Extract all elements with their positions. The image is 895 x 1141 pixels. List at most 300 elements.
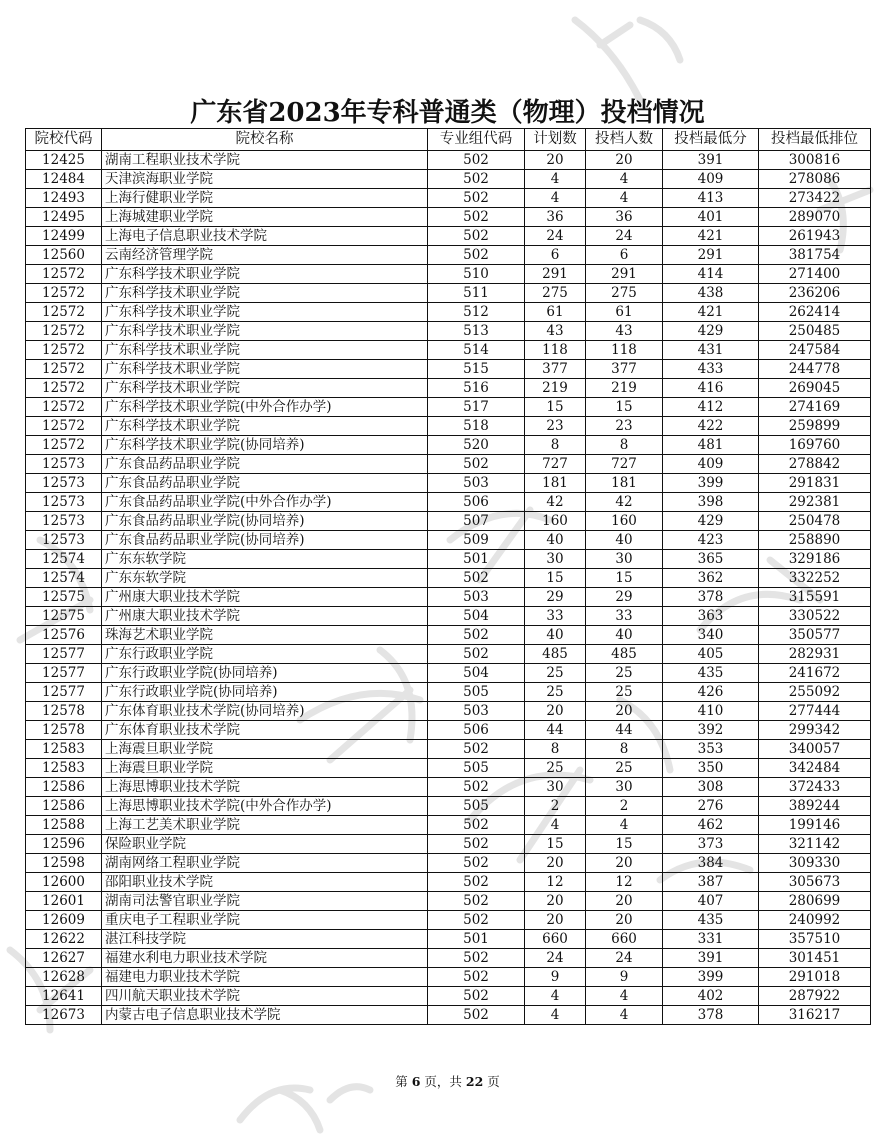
cell-plan-count: 25 <box>525 664 586 683</box>
cell-min-score: 353 <box>663 740 759 759</box>
cell-school-name: 广东行政职业学院 <box>102 645 428 664</box>
cell-plan-count: 219 <box>525 379 586 398</box>
cell-school-name: 福建电力职业技术学院 <box>102 968 428 987</box>
cell-school-code: 12572 <box>26 322 102 341</box>
cell-plan-count: 25 <box>525 759 586 778</box>
cell-group-code: 502 <box>428 835 525 854</box>
cell-school-code: 12577 <box>26 683 102 702</box>
cell-plan-count: 20 <box>525 892 586 911</box>
cell-plan-count: 485 <box>525 645 586 664</box>
cell-plan-count: 40 <box>525 626 586 645</box>
cell-min-score: 391 <box>663 949 759 968</box>
cell-min-rank: 199146 <box>759 816 871 835</box>
cell-min-rank: 241672 <box>759 664 871 683</box>
cell-school-name: 邵阳职业技术学院 <box>102 873 428 892</box>
cell-min-rank: 342484 <box>759 759 871 778</box>
cell-school-code: 12586 <box>26 778 102 797</box>
cell-plan-count: 4 <box>525 189 586 208</box>
cell-min-score: 378 <box>663 588 759 607</box>
cell-group-code: 502 <box>428 816 525 835</box>
cell-school-code: 12641 <box>26 987 102 1006</box>
cell-group-code: 505 <box>428 683 525 702</box>
cell-school-name: 上海震旦职业学院 <box>102 740 428 759</box>
cell-group-code: 513 <box>428 322 525 341</box>
cell-school-code: 12673 <box>26 1006 102 1025</box>
cell-group-code: 516 <box>428 379 525 398</box>
cell-min-score: 365 <box>663 550 759 569</box>
cell-group-code: 502 <box>428 740 525 759</box>
cell-admitted-count: 2 <box>586 797 663 816</box>
cell-group-code: 509 <box>428 531 525 550</box>
footer-prefix: 第 <box>395 1074 408 1089</box>
cell-min-rank: 301451 <box>759 949 871 968</box>
cell-min-score: 412 <box>663 398 759 417</box>
cell-plan-count: 20 <box>525 911 586 930</box>
cell-min-rank: 250478 <box>759 512 871 531</box>
cell-min-score: 416 <box>663 379 759 398</box>
cell-group-code: 502 <box>428 227 525 246</box>
cell-plan-count: 4 <box>525 1006 586 1025</box>
cell-admitted-count: 25 <box>586 759 663 778</box>
cell-admitted-count: 24 <box>586 949 663 968</box>
cell-min-rank: 389244 <box>759 797 871 816</box>
cell-min-rank: 169760 <box>759 436 871 455</box>
cell-plan-count: 20 <box>525 702 586 721</box>
cell-school-name: 上海震旦职业学院 <box>102 759 428 778</box>
cell-group-code: 501 <box>428 930 525 949</box>
cell-school-code: 12573 <box>26 493 102 512</box>
cell-school-name: 保险职业学院 <box>102 835 428 854</box>
cell-school-name: 广东科学技术职业学院 <box>102 322 428 341</box>
cell-min-score: 405 <box>663 645 759 664</box>
cell-school-code: 12572 <box>26 341 102 360</box>
table-row <box>26 208 871 227</box>
cell-plan-count: 25 <box>525 683 586 702</box>
column-header-min-rank: 投档最低排位 <box>759 129 871 151</box>
cell-min-rank: 287922 <box>759 987 871 1006</box>
cell-plan-count: 9 <box>525 968 586 987</box>
table-row <box>26 398 871 417</box>
table-row <box>26 607 871 626</box>
cell-admitted-count: 44 <box>586 721 663 740</box>
table-header-row <box>26 129 871 151</box>
cell-plan-count: 33 <box>525 607 586 626</box>
cell-min-score: 387 <box>663 873 759 892</box>
cell-group-code: 504 <box>428 664 525 683</box>
cell-min-rank: 244778 <box>759 360 871 379</box>
cell-min-rank: 300816 <box>759 151 871 170</box>
table-row <box>26 436 871 455</box>
cell-plan-count: 377 <box>525 360 586 379</box>
cell-min-rank: 291831 <box>759 474 871 493</box>
table-row <box>26 512 871 531</box>
cell-group-code: 502 <box>428 873 525 892</box>
cell-min-rank: 329186 <box>759 550 871 569</box>
table-row <box>26 626 871 645</box>
cell-school-name: 云南经济管理学院 <box>102 246 428 265</box>
cell-school-code: 12575 <box>26 588 102 607</box>
cell-school-name: 湖南网络工程职业学院 <box>102 854 428 873</box>
cell-school-code: 12572 <box>26 398 102 417</box>
table-row <box>26 360 871 379</box>
table-row <box>26 303 871 322</box>
cell-min-score: 399 <box>663 474 759 493</box>
table-row <box>26 968 871 987</box>
footer-middle: 页，共 <box>424 1074 462 1089</box>
cell-group-code: 503 <box>428 474 525 493</box>
cell-school-name: 湛江科技学院 <box>102 930 428 949</box>
cell-plan-count: 44 <box>525 721 586 740</box>
cell-group-code: 506 <box>428 721 525 740</box>
cell-school-name: 广州康大职业技术学院 <box>102 607 428 626</box>
table-row <box>26 322 871 341</box>
cell-school-code: 12574 <box>26 569 102 588</box>
cell-plan-count: 4 <box>525 987 586 1006</box>
column-header-school-code: 院校代码 <box>26 129 102 151</box>
cell-group-code: 503 <box>428 702 525 721</box>
cell-school-name: 上海城建职业学院 <box>102 208 428 227</box>
cell-group-code: 502 <box>428 455 525 474</box>
cell-school-code: 12627 <box>26 949 102 968</box>
cell-min-rank: 291018 <box>759 968 871 987</box>
cell-min-score: 421 <box>663 303 759 322</box>
cell-min-score: 481 <box>663 436 759 455</box>
cell-plan-count: 15 <box>525 569 586 588</box>
footer-total-pages: 22 <box>465 1074 484 1089</box>
cell-school-code: 12578 <box>26 721 102 740</box>
cell-min-score: 431 <box>663 341 759 360</box>
cell-min-rank: 259899 <box>759 417 871 436</box>
admission-table <box>25 128 871 1025</box>
cell-min-score: 409 <box>663 455 759 474</box>
table-row <box>26 740 871 759</box>
cell-school-name: 广东科学技术职业学院 <box>102 379 428 398</box>
cell-group-code: 502 <box>428 892 525 911</box>
cell-group-code: 512 <box>428 303 525 322</box>
cell-admitted-count: 160 <box>586 512 663 531</box>
table-row <box>26 341 871 360</box>
cell-group-code: 514 <box>428 341 525 360</box>
cell-admitted-count: 20 <box>586 911 663 930</box>
cell-school-code: 12560 <box>26 246 102 265</box>
cell-min-rank: 381754 <box>759 246 871 265</box>
cell-min-rank: 316217 <box>759 1006 871 1025</box>
cell-admitted-count: 9 <box>586 968 663 987</box>
cell-school-code: 12573 <box>26 531 102 550</box>
table-row <box>26 683 871 702</box>
table-row <box>26 816 871 835</box>
cell-plan-count: 660 <box>525 930 586 949</box>
cell-admitted-count: 20 <box>586 892 663 911</box>
cell-group-code: 507 <box>428 512 525 531</box>
cell-school-code: 12425 <box>26 151 102 170</box>
cell-plan-count: 61 <box>525 303 586 322</box>
cell-group-code: 502 <box>428 626 525 645</box>
cell-school-name: 广东食品药品职业学院 <box>102 474 428 493</box>
cell-admitted-count: 23 <box>586 417 663 436</box>
cell-group-code: 503 <box>428 588 525 607</box>
table-row <box>26 151 871 170</box>
cell-min-score: 438 <box>663 284 759 303</box>
cell-school-name: 广东行政职业学院(协同培养) <box>102 664 428 683</box>
cell-plan-count: 20 <box>525 854 586 873</box>
cell-min-rank: 261943 <box>759 227 871 246</box>
cell-plan-count: 291 <box>525 265 586 284</box>
cell-admitted-count: 4 <box>586 1006 663 1025</box>
cell-plan-count: 42 <box>525 493 586 512</box>
cell-admitted-count: 6 <box>586 246 663 265</box>
cell-plan-count: 15 <box>525 835 586 854</box>
cell-min-rank: 278086 <box>759 170 871 189</box>
cell-min-rank: 258890 <box>759 531 871 550</box>
cell-school-code: 12495 <box>26 208 102 227</box>
cell-plan-count: 275 <box>525 284 586 303</box>
cell-school-code: 12609 <box>26 911 102 930</box>
cell-min-rank: 372433 <box>759 778 871 797</box>
cell-school-name: 湖南司法警官职业学院 <box>102 892 428 911</box>
cell-min-rank: 357510 <box>759 930 871 949</box>
cell-min-rank: 269045 <box>759 379 871 398</box>
cell-school-name: 广东食品药品职业学院(中外合作办学) <box>102 493 428 512</box>
cell-school-name: 广州康大职业技术学院 <box>102 588 428 607</box>
cell-admitted-count: 4 <box>586 189 663 208</box>
cell-school-code: 12586 <box>26 797 102 816</box>
cell-admitted-count: 40 <box>586 531 663 550</box>
cell-school-name: 广东科学技术职业学院 <box>102 265 428 284</box>
cell-min-score: 435 <box>663 911 759 930</box>
cell-school-code: 12572 <box>26 417 102 436</box>
cell-group-code: 502 <box>428 569 525 588</box>
cell-school-code: 12600 <box>26 873 102 892</box>
table-row <box>26 835 871 854</box>
cell-min-rank: 262414 <box>759 303 871 322</box>
cell-group-code: 502 <box>428 208 525 227</box>
cell-group-code: 502 <box>428 189 525 208</box>
footer-page-number: 6 <box>411 1074 421 1089</box>
table-row <box>26 170 871 189</box>
cell-school-name: 广东体育职业技术学院 <box>102 721 428 740</box>
cell-group-code: 517 <box>428 398 525 417</box>
cell-plan-count: 23 <box>525 417 586 436</box>
cell-min-score: 392 <box>663 721 759 740</box>
cell-group-code: 502 <box>428 170 525 189</box>
cell-min-score: 429 <box>663 512 759 531</box>
cell-school-code: 12622 <box>26 930 102 949</box>
cell-min-rank: 278842 <box>759 455 871 474</box>
cell-school-name: 重庆电子工程职业学院 <box>102 911 428 930</box>
cell-school-name: 上海电子信息职业技术学院 <box>102 227 428 246</box>
cell-group-code: 502 <box>428 151 525 170</box>
cell-min-rank: 247584 <box>759 341 871 360</box>
table-row <box>26 189 871 208</box>
cell-min-score: 340 <box>663 626 759 645</box>
cell-min-score: 414 <box>663 265 759 284</box>
cell-group-code: 510 <box>428 265 525 284</box>
cell-group-code: 506 <box>428 493 525 512</box>
table-row <box>26 702 871 721</box>
cell-school-code: 12577 <box>26 664 102 683</box>
cell-min-score: 399 <box>663 968 759 987</box>
table-row <box>26 930 871 949</box>
cell-min-score: 401 <box>663 208 759 227</box>
cell-school-name: 广东东软学院 <box>102 550 428 569</box>
cell-school-name: 上海思博职业技术学院 <box>102 778 428 797</box>
cell-admitted-count: 29 <box>586 588 663 607</box>
table-row <box>26 987 871 1006</box>
cell-school-code: 12596 <box>26 835 102 854</box>
cell-plan-count: 43 <box>525 322 586 341</box>
table-row <box>26 550 871 569</box>
cell-school-name: 上海工艺美术职业学院 <box>102 816 428 835</box>
cell-min-rank: 280699 <box>759 892 871 911</box>
cell-admitted-count: 8 <box>586 740 663 759</box>
cell-min-rank: 255092 <box>759 683 871 702</box>
table-row <box>26 569 871 588</box>
cell-school-code: 12572 <box>26 265 102 284</box>
cell-admitted-count: 30 <box>586 550 663 569</box>
cell-school-name: 天津滨海职业学院 <box>102 170 428 189</box>
cell-admitted-count: 20 <box>586 854 663 873</box>
cell-group-code: 518 <box>428 417 525 436</box>
cell-school-name: 广东科学技术职业学院(中外合作办学) <box>102 398 428 417</box>
cell-min-score: 429 <box>663 322 759 341</box>
cell-plan-count: 727 <box>525 455 586 474</box>
table-row <box>26 227 871 246</box>
table-row <box>26 949 871 968</box>
cell-school-name: 广东科学技术职业学院 <box>102 341 428 360</box>
table-row <box>26 664 871 683</box>
table-row <box>26 379 871 398</box>
table-row <box>26 911 871 930</box>
cell-min-rank: 282931 <box>759 645 871 664</box>
table-row <box>26 417 871 436</box>
cell-min-rank: 292381 <box>759 493 871 512</box>
cell-group-code: 502 <box>428 246 525 265</box>
cell-school-code: 12577 <box>26 645 102 664</box>
cell-min-rank: 309330 <box>759 854 871 873</box>
cell-min-score: 422 <box>663 417 759 436</box>
cell-min-rank: 315591 <box>759 588 871 607</box>
cell-plan-count: 29 <box>525 588 586 607</box>
cell-school-code: 12572 <box>26 436 102 455</box>
cell-min-rank: 240992 <box>759 911 871 930</box>
table-row <box>26 721 871 740</box>
cell-admitted-count: 660 <box>586 930 663 949</box>
cell-admitted-count: 377 <box>586 360 663 379</box>
cell-plan-count: 8 <box>525 740 586 759</box>
cell-school-name: 四川航天职业技术学院 <box>102 987 428 1006</box>
cell-admitted-count: 30 <box>586 778 663 797</box>
cell-plan-count: 12 <box>525 873 586 892</box>
cell-min-score: 423 <box>663 531 759 550</box>
cell-school-code: 12572 <box>26 360 102 379</box>
footer-suffix: 页 <box>487 1074 500 1089</box>
cell-plan-count: 36 <box>525 208 586 227</box>
table-row <box>26 531 871 550</box>
cell-group-code: 502 <box>428 911 525 930</box>
cell-school-code: 12574 <box>26 550 102 569</box>
cell-admitted-count: 15 <box>586 569 663 588</box>
cell-plan-count: 181 <box>525 474 586 493</box>
cell-admitted-count: 36 <box>586 208 663 227</box>
cell-school-code: 12573 <box>26 455 102 474</box>
cell-plan-count: 4 <box>525 816 586 835</box>
cell-admitted-count: 33 <box>586 607 663 626</box>
cell-min-score: 363 <box>663 607 759 626</box>
cell-admitted-count: 20 <box>586 702 663 721</box>
column-header-plan-count: 计划数 <box>525 129 586 151</box>
cell-school-name: 珠海艺术职业学院 <box>102 626 428 645</box>
cell-min-score: 433 <box>663 360 759 379</box>
cell-school-name: 广东食品药品职业学院(协同培养) <box>102 512 428 531</box>
column-header-school-name: 院校名称 <box>102 129 428 151</box>
cell-min-rank: 299342 <box>759 721 871 740</box>
cell-admitted-count: 25 <box>586 683 663 702</box>
cell-admitted-count: 43 <box>586 322 663 341</box>
cell-group-code: 505 <box>428 759 525 778</box>
table-row <box>26 854 871 873</box>
cell-min-rank: 250485 <box>759 322 871 341</box>
cell-school-name: 广东科学技术职业学院 <box>102 360 428 379</box>
cell-admitted-count: 42 <box>586 493 663 512</box>
cell-group-code: 502 <box>428 645 525 664</box>
cell-admitted-count: 12 <box>586 873 663 892</box>
cell-group-code: 502 <box>428 778 525 797</box>
cell-school-code: 12601 <box>26 892 102 911</box>
cell-plan-count: 30 <box>525 550 586 569</box>
cell-school-name: 上海思博职业技术学院(中外合作办学) <box>102 797 428 816</box>
cell-admitted-count: 727 <box>586 455 663 474</box>
page-title: 广东省2023年专科普通类（物理）投档情况 <box>190 98 705 128</box>
cell-min-score: 350 <box>663 759 759 778</box>
table-row <box>26 588 871 607</box>
cell-admitted-count: 4 <box>586 987 663 1006</box>
cell-min-rank: 332252 <box>759 569 871 588</box>
cell-min-score: 462 <box>663 816 759 835</box>
table-row <box>26 474 871 493</box>
cell-admitted-count: 4 <box>586 170 663 189</box>
cell-min-score: 435 <box>663 664 759 683</box>
cell-min-score: 331 <box>663 930 759 949</box>
cell-min-score: 407 <box>663 892 759 911</box>
cell-min-score: 384 <box>663 854 759 873</box>
cell-school-code: 12583 <box>26 759 102 778</box>
cell-school-name: 广东东软学院 <box>102 569 428 588</box>
cell-school-name: 湖南工程职业技术学院 <box>102 151 428 170</box>
cell-min-rank: 271400 <box>759 265 871 284</box>
cell-school-code: 12572 <box>26 284 102 303</box>
cell-min-score: 413 <box>663 189 759 208</box>
cell-admitted-count: 181 <box>586 474 663 493</box>
table-row <box>26 645 871 664</box>
cell-plan-count: 20 <box>525 151 586 170</box>
cell-school-code: 12572 <box>26 379 102 398</box>
cell-school-code: 12576 <box>26 626 102 645</box>
cell-admitted-count: 61 <box>586 303 663 322</box>
table-row <box>26 493 871 512</box>
cell-group-code: 504 <box>428 607 525 626</box>
table-row <box>26 1006 871 1025</box>
cell-school-name: 广东科学技术职业学院(协同培养) <box>102 436 428 455</box>
cell-plan-count: 160 <box>525 512 586 531</box>
cell-group-code: 502 <box>428 968 525 987</box>
cell-plan-count: 30 <box>525 778 586 797</box>
cell-admitted-count: 4 <box>586 816 663 835</box>
cell-school-code: 12598 <box>26 854 102 873</box>
cell-min-score: 276 <box>663 797 759 816</box>
cell-school-name: 福建水利电力职业技术学院 <box>102 949 428 968</box>
cell-admitted-count: 118 <box>586 341 663 360</box>
